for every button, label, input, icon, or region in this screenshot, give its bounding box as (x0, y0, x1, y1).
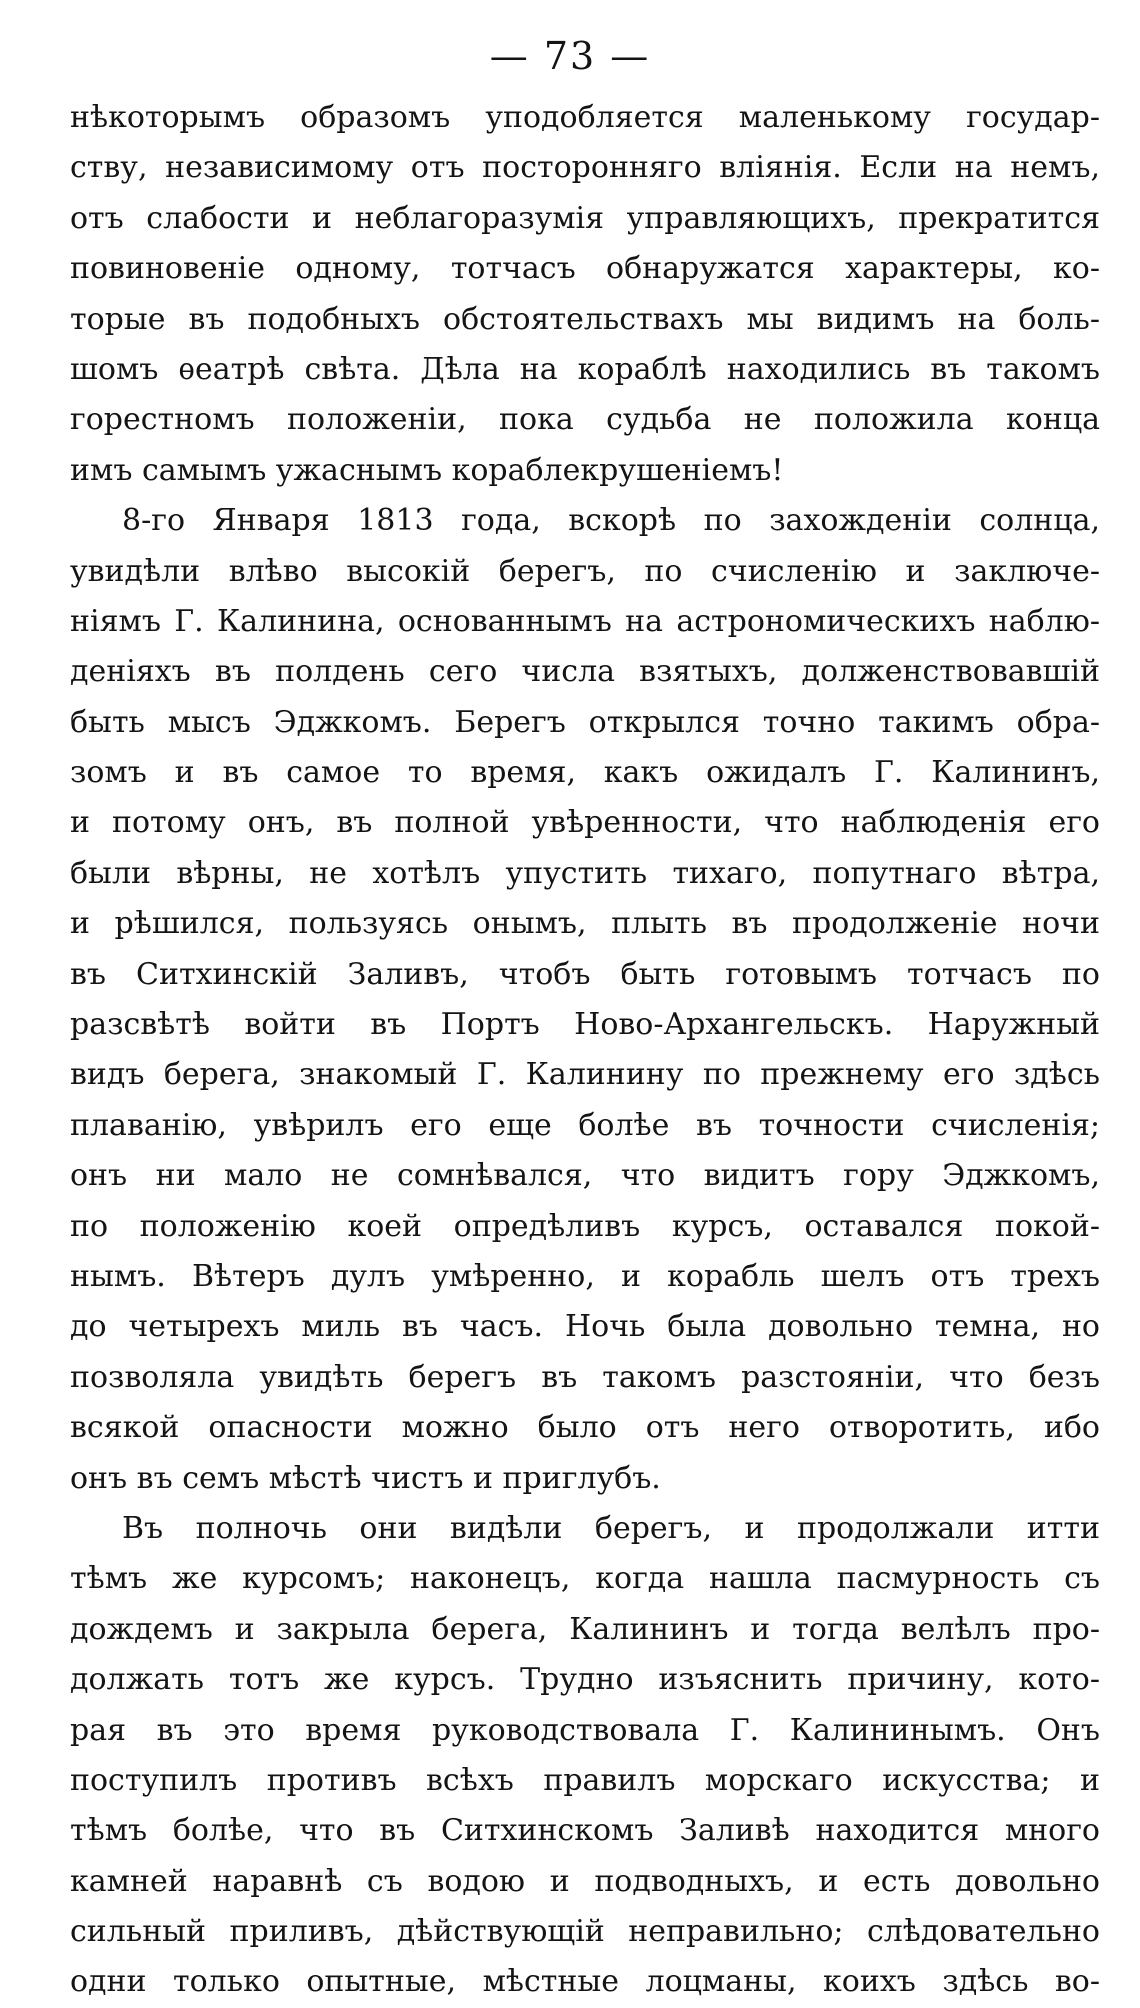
text-line: одни только опытные, мѣстные лоцманы, коихъ здѣсь во- (70, 1964, 1100, 2000)
text-line: въ Ситхинскiй Заливъ, чтобъ быть готовымъ тотчасъ по (70, 956, 1100, 992)
text-line: и потому онъ, въ полной увѣренности, что наблюденiя его (70, 805, 1100, 841)
text-line: до четырехъ миль въ часъ. Ночь была довольно темна, но (70, 1309, 1100, 1345)
text-line: зомъ и въ самое то время, какъ ожидалъ Г. Калининъ, (70, 755, 1100, 791)
text-line: дождемъ и закрыла берега, Калининъ и тогда велѣлъ про- (70, 1611, 1100, 1647)
text-line: имъ самымъ ужаснымъ кораблекрушенiемъ! (70, 452, 784, 488)
text-line: ству, независимому отъ посторонняго влiянiя. Если на немъ, (70, 150, 1100, 186)
text-line: повиновенiе одному, тотчасъ обнаружатся характеры, ко- (70, 251, 1100, 287)
text-line: тѣмъ же курсомъ; наконецъ, когда нашла пасмурность съ (70, 1561, 1100, 1597)
text-line: тѣмъ болѣе, что въ Ситхинскомъ Заливѣ находится много (70, 1813, 1100, 1849)
text-line: увидѣли влѣво высокiй берегъ, по счисленiю и заключе- (70, 553, 1100, 589)
text-line: шомъ ѳеатрѣ свѣта. Дѣла на кораблѣ находились въ такомъ (70, 351, 1100, 387)
text-line: и рѣшился, пользуясь онымъ, плыть въ продолженiе ночи (70, 906, 1100, 942)
text-line: нѣкоторымъ образомъ уподобляется маленькому государ- (70, 100, 1100, 135)
text-line: по положенiю коей опредѣливъ курсъ, оставался покой- (70, 1208, 1100, 1244)
text-line: позволяла увидѣть берегъ въ такомъ разстоянiи, что безъ (70, 1359, 1100, 1395)
text-line: онъ ни мало не сомнѣвался, что видитъ гору Эджкомъ, (70, 1158, 1100, 1194)
text-line: горестномъ положенiи, пока судьба не положила конца (70, 402, 1100, 438)
text-line: нiямъ Г. Калинина, основаннымъ на астрономическихъ наблю- (70, 603, 1100, 639)
text-line: рая въ это время руководствовала Г. Калининымъ. Онъ (70, 1712, 1100, 1748)
text-line: плаванiю, увѣрилъ его еще болѣе въ точности счисленiя; (70, 1107, 1100, 1143)
text-line: нымъ. Вѣтеръ дулъ умѣренно, и корабль шелъ отъ трехъ (70, 1258, 1100, 1294)
text-line: сильный приливъ, дѣйствующiй неправильно; слѣдовательно (70, 1914, 1100, 1950)
text-line: поступилъ противъ всѣхъ правилъ морскаго искусства; и (70, 1762, 1100, 1798)
text-line: быть мысъ Эджкомъ. Берегъ открылся точно такимъ обра- (70, 704, 1100, 740)
text-line: онъ въ семъ мѣстѣ чистъ и приглубъ. (70, 1460, 661, 1496)
text-line: были вѣрны, не хотѣлъ упустить тихаго, попутнаго вѣтра, (70, 855, 1100, 891)
text-line: торые въ подобныхъ обстоятельствахъ мы видимъ на боль- (70, 301, 1100, 337)
text-line: всякой опасности можно было отъ него отворотить, ибо (70, 1410, 1100, 1446)
paragraph-first-line: Въ полночь они видѣли берегъ, и продолжали итти (122, 1510, 1100, 1546)
text-line: камней наравнѣ съ водою и подводныхъ, и есть довольно (70, 1863, 1100, 1899)
text-line: видъ берега, знакомый Г. Калинину по прежнему его здѣсь (70, 1057, 1100, 1093)
paragraph-first-line: 8-го Января 1813 года, вскорѣ по захожденiи солнца, (122, 503, 1100, 539)
text-line: разсвѣтѣ войти въ Портъ Ново-Архангельскъ. Наружный (70, 1007, 1100, 1043)
page-number: — 73 — (489, 34, 651, 78)
text-line: должать тотъ же курсъ. Трудно изъяснить причину, кото- (70, 1662, 1100, 1698)
text-line: отъ слабости и неблагоразумiя управляющихъ, прекратится (70, 200, 1100, 236)
body-text (70, 93, 1100, 2008)
text-line: денiяхъ въ полдень сего числа взятыхъ, долженствовавшiй (70, 654, 1100, 690)
